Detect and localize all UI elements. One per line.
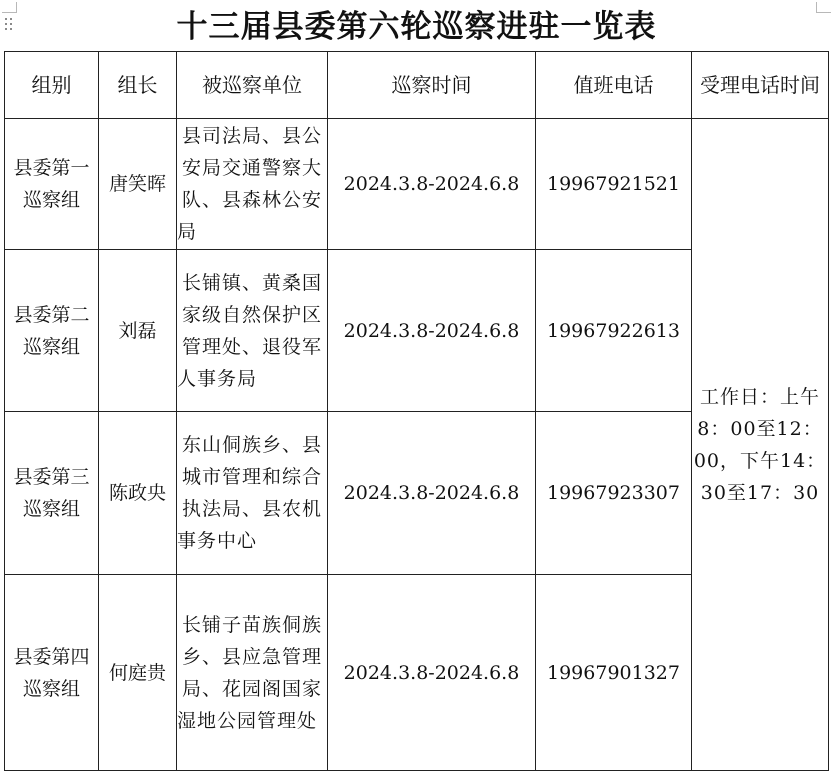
header-group: 组别 bbox=[5, 52, 99, 119]
group-cell: 县委第二巡察组 bbox=[5, 250, 99, 412]
header-leader: 组长 bbox=[99, 52, 177, 119]
leader-cell: 唐笑晖 bbox=[99, 119, 177, 250]
time-cell: 2024.3.8-2024.6.8 bbox=[328, 575, 536, 771]
unit-cell: 县司法局、县公安局交通警察大队、县森林公安局 bbox=[177, 119, 328, 250]
phone-cell: 19967922613 bbox=[536, 250, 692, 412]
unit-cell: 东山侗族乡、县城市管理和综合执法局、县农机事务中心 bbox=[177, 412, 328, 575]
header-unit: 被巡察单位 bbox=[177, 52, 328, 119]
header-phone: 值班电话 bbox=[536, 52, 692, 119]
unit-cell: 长铺镇、黄桑国家级自然保护区管理处、退役军人事务局 bbox=[177, 250, 328, 412]
leader-cell: 何庭贵 bbox=[99, 575, 177, 771]
time-cell: 2024.3.8-2024.6.8 bbox=[328, 412, 536, 575]
group-cell: 县委第三巡察组 bbox=[5, 412, 99, 575]
phone-cell: 19967901327 bbox=[536, 575, 692, 771]
header-time: 巡察时间 bbox=[328, 52, 536, 119]
unit-cell: 长铺子苗族侗族乡、县应急管理局、花园阁国家湿地公园管理处 bbox=[177, 575, 328, 771]
group-cell: 县委第四巡察组 bbox=[5, 575, 99, 771]
table-row bbox=[5, 119, 829, 250]
time-cell: 2024.3.8-2024.6.8 bbox=[328, 119, 536, 250]
table-header-row bbox=[5, 52, 829, 119]
group-cell: 县委第一巡察组 bbox=[5, 119, 99, 250]
header-hours: 受理电话时间 bbox=[692, 52, 829, 119]
time-cell: 2024.3.8-2024.6.8 bbox=[328, 250, 536, 412]
leader-cell: 陈政央 bbox=[99, 412, 177, 575]
leader-cell: 刘磊 bbox=[99, 250, 177, 412]
document-title: 十三届县委第六轮巡察进驻一览表 bbox=[176, 9, 657, 45]
phone-cell: 19967923307 bbox=[536, 412, 692, 575]
inspection-table bbox=[4, 51, 829, 771]
hours-cell: 工作日：上午8：00至12：00，下午14：30至17：30 bbox=[692, 119, 829, 771]
phone-cell: 19967921521 bbox=[536, 119, 692, 250]
